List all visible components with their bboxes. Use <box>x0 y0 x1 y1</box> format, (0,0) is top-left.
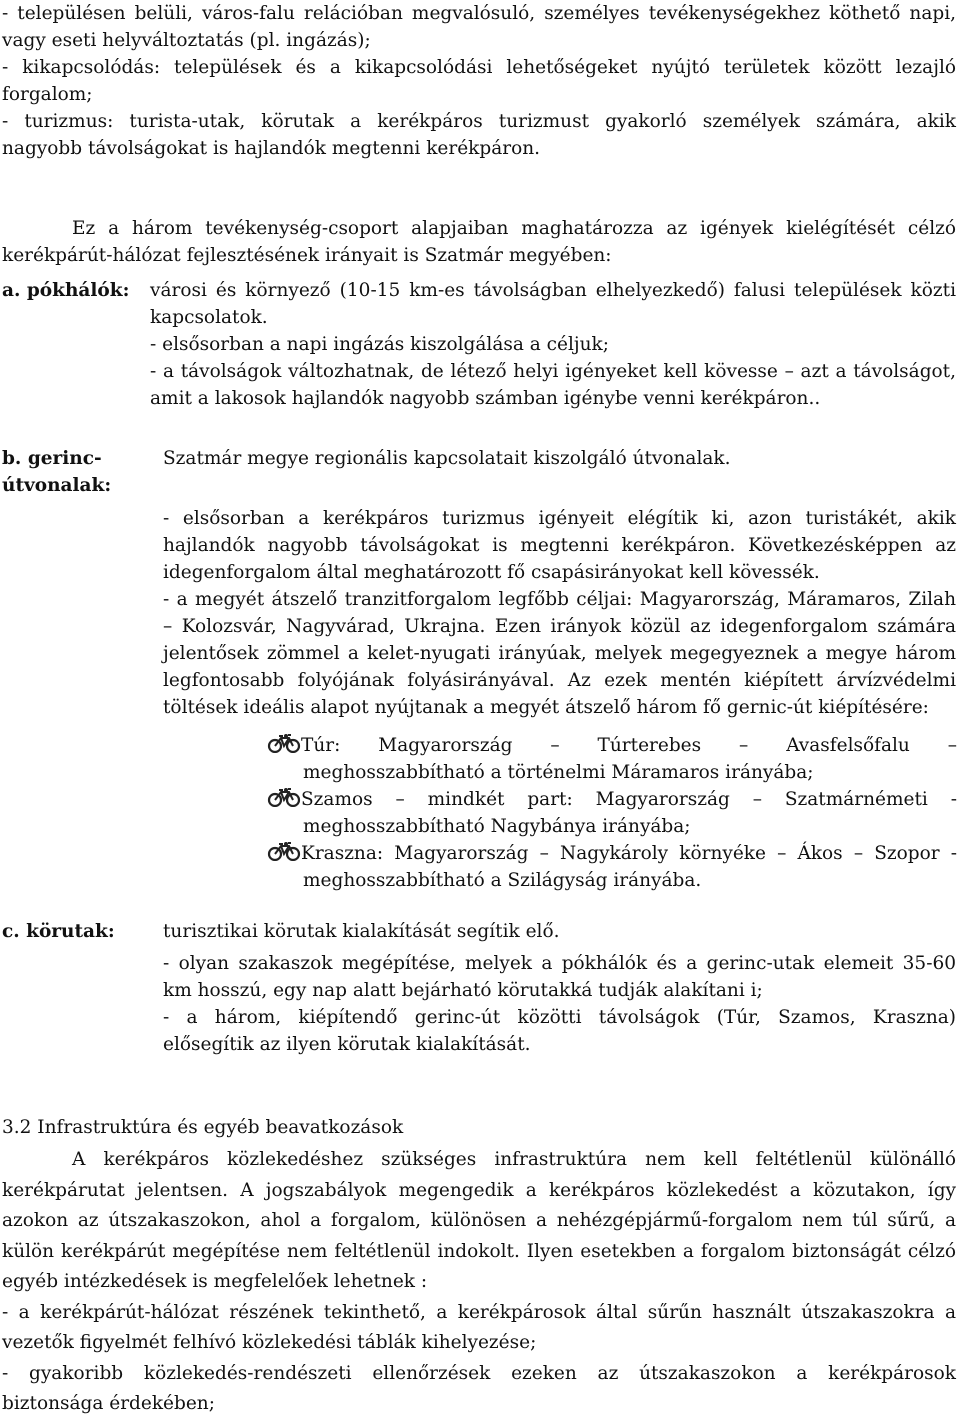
section-c-line: turisztikai körutak kialakítását segítik elő. <box>163 921 560 942</box>
bicycle-icon <box>267 787 301 807</box>
bullet-text: Kraszna: Magyarország – Nagykároly környéke – Ákos – Szopor - <box>301 843 957 864</box>
bullet-line: meghosszabbítható Nagybánya irányába; <box>303 816 691 837</box>
intro-line: - turizmus: turista-utak, körutak a kerékpáros turizmust gyakorló személyek számára, akik <box>2 111 956 132</box>
section-a-line: városi és környező (10-15 km-es távolságban elhelyezkedő) falusi települések közti <box>150 280 956 301</box>
section-b-line: hajlandók nagyobb távolságokat is megtenni kerékpáron. Következésképpen az <box>163 535 956 556</box>
bullet-line <box>267 840 957 867</box>
section-b-line: – Kolozsvár, Nagyvárad, Ukrajna. Ezen irányok közül az idegenforgalom számára <box>163 616 956 637</box>
bullet-text: Szamos – mindkét part: Magyarország – Szatmárnémeti - <box>301 789 957 810</box>
section-b-text <box>163 505 956 721</box>
section-b-head: Szatmár megye regionális kapcsolatait kiszolgáló útvonalak. <box>163 448 731 469</box>
label-b <box>2 445 111 499</box>
intro-line: vagy eseti helyváltoztatás (pl. ingázás); <box>2 30 371 51</box>
list-item <box>267 840 957 894</box>
section-a-line: amit a lakosok hajlandók nagyobb számban igénybe venni kerékpáron.. <box>150 388 821 409</box>
section-a-line: - elsősorban a napi ingázás kiszolgálása a céljuk; <box>150 334 609 355</box>
intro-line: - kikapcsolódás: települések és a kikapcsolódási lehetőségeket nyújtó területek között lezajló <box>2 57 956 78</box>
section-line: vezetők figyelmét felhívó közlekedési táblák kihelyezése; <box>2 1332 537 1353</box>
bullet-line: meghosszabbítható a történelmi Máramaros irányába; <box>303 762 814 783</box>
section-line: azokon az útszakaszokon, ahol a forgalom, különösen a nehézgépjármű-forgalom nem túl sűrű, a <box>2 1210 956 1231</box>
label-b-line: útvonalak: <box>2 475 112 496</box>
paragraph-line: Ez a három tevékenység-csoport alapjaiban maghatározza az igények kielégítését célzó <box>72 218 956 239</box>
section-line: kerékpárutat jelentsen. A jogszabályok megengedik a kerékpáros közlekedést a közutakon, így <box>2 1179 956 1201</box>
list-item <box>267 732 957 786</box>
section-line: külön kerékpárút megépítése nem feltétlenül indokolt. Ilyen esetekben a forgalom biztonságát célzó <box>2 1240 956 1262</box>
section-b-line: jelentősek zömmel a kelet-nyugati irányúak, melyek megegyeznek a megye három <box>163 643 956 664</box>
bullet-line <box>267 786 957 813</box>
intro-block <box>2 0 956 162</box>
section-line: - a kerékpárút-hálózat részének tekinthető, a kerékpárosok által sűrűn használt útszakaszokra a <box>2 1301 956 1323</box>
label-b-line: b. gerinc- <box>2 448 102 469</box>
bullet-line: meghosszabbítható a Szilágyság irányába. <box>303 870 702 891</box>
section-a-line: kapcsolatok. <box>150 307 268 328</box>
bicycle-icon <box>267 841 301 861</box>
bicycle-icon <box>267 733 301 753</box>
section-c-line: elősegítik az ilyen körutak kialakítását. <box>163 1034 531 1055</box>
paragraph-intro <box>2 215 956 269</box>
section-b-line: - elsősorban a kerékpáros turizmus igényeit elégítik ki, azon turistákét, akik <box>163 508 956 529</box>
section-c-text <box>163 918 956 1058</box>
intro-line: forgalom; <box>2 84 93 105</box>
label-a: a. pókhálók: <box>2 280 130 301</box>
section-a-text <box>150 277 956 412</box>
paragraph-line: kerékpárút-hálózat fejlesztésének irányait is Szatmár megyében: <box>2 245 612 266</box>
section-b-line: legfontosabb folyójának folyásirányával. Az ezek mentén kiépített árvízvédelmi <box>163 670 956 691</box>
section-body <box>2 1145 956 1420</box>
section-line: - gyakoribb közlekedés-rendészeti ellenőrzések ezeken az útszakaszokon a kerékpárosok <box>2 1362 956 1384</box>
section-b-line: töltések ideális alapot nyújtanak a megyét átszelő három fő gernic-út kiépítésére: <box>163 697 929 718</box>
section-c-line: - olyan szakaszok megépítése, melyek a pókhálók és a gerinc-utak elemeit 35-60 <box>163 953 956 974</box>
section-line: egyéb intézkedések is megfelelőek lehetnek : <box>2 1271 428 1292</box>
label-c: c. körutak: <box>2 921 115 942</box>
section-line: A kerékpáros közlekedéshez szükséges infrastruktúra nem kell feltétlenül különálló <box>72 1149 956 1170</box>
section-a-line: - a távolságok változhatnak, de létező helyi igényeket kell kövesse – azt a távolságot, <box>150 361 956 382</box>
list-item <box>267 786 957 840</box>
section-line: biztonsága érdekében; <box>2 1393 215 1414</box>
intro-line: nagyobb távolságokat is hajlandók megtenni kerékpáron. <box>2 138 541 159</box>
intro-line: - településen belüli, város-falu relációban megvalósuló, személyes tevékenységekhez köthető napi, <box>2 3 956 24</box>
bullet-line <box>267 732 957 759</box>
section-heading: 3.2 Infrastruktúra és egyéb beavatkozások <box>2 1117 404 1138</box>
section-b-line: - a megyét átszelő tranzitforgalom legfőbb céljai: Magyarország, Máramaros, Zilah <box>163 589 956 610</box>
section-c-line: - a három, kiépítendő gerinc-út közötti távolságok (Túr, Szamos, Kraszna) <box>163 1007 956 1028</box>
section-c-line: km hosszú, egy nap alatt bejárható körutakká tudják alakítani i; <box>163 980 763 1001</box>
bullet-text: Túr: Magyarország – Túrterebes – Avasfelsőfalu – <box>301 735 957 756</box>
section-b-line: idegenforgalom által meghatározott fő csapásirányokat kell kövessék. <box>163 562 820 583</box>
